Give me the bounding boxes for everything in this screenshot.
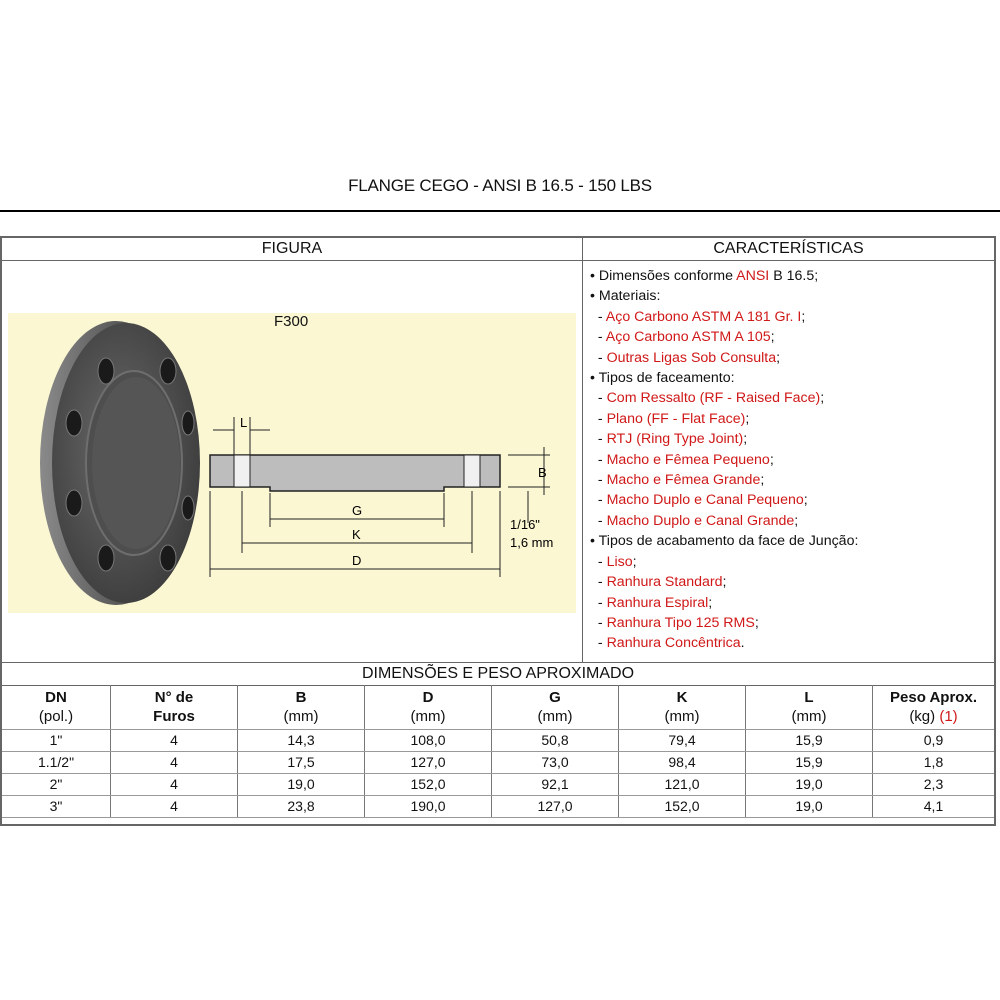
figure-header: FIGURA xyxy=(2,238,583,261)
dim-label-g: G xyxy=(352,503,363,518)
finish-item: - Ranhura Tipo 125 RMS; xyxy=(590,614,759,631)
finish-item: - Ranhura Concêntrica. xyxy=(590,635,745,652)
finish-item: - Ranhura Espiral; xyxy=(590,594,713,611)
col-peso: Peso Aprox. (kg) (1) xyxy=(873,685,995,730)
materials-label: • Materiais: xyxy=(590,288,661,305)
raised-face-mm: 1,6 mm xyxy=(510,535,554,550)
dim-ansi: ANSI xyxy=(736,268,770,284)
table-cell: 15,9 xyxy=(746,752,873,774)
table-header-row xyxy=(2,685,994,730)
facing-item: - Macho e Fêmea Pequeno; xyxy=(590,451,774,468)
table-cell: 4 xyxy=(111,730,238,752)
table-cell: 19,0 xyxy=(238,774,365,796)
table-cell: 2" xyxy=(2,774,111,796)
column-divider xyxy=(582,238,583,662)
dim-prefix: • Dimensões conforme xyxy=(590,268,737,284)
material-item: - Outras Ligas Sob Consulta; xyxy=(590,349,781,366)
table-cell: 17,5 xyxy=(238,752,365,774)
finish-item: - Ranhura Standard; xyxy=(590,574,727,591)
dim-label-d: D xyxy=(352,553,362,568)
table-cell: 0,9 xyxy=(873,730,995,752)
table-cell: 121,0 xyxy=(619,774,746,796)
table-cell: 190,0 xyxy=(365,796,492,818)
facing-item: - Macho Duplo e Canal Pequeno; xyxy=(590,492,808,509)
dim-label-b: B xyxy=(538,465,547,480)
flange-figure xyxy=(8,313,576,613)
characteristics-list xyxy=(590,266,990,654)
table-cell: 4 xyxy=(111,796,238,818)
table-row xyxy=(2,752,994,774)
table-cell: 73,0 xyxy=(492,752,619,774)
col-b: B (mm) xyxy=(238,685,365,730)
table-cell: 2,3 xyxy=(873,774,995,796)
table-cell: 127,0 xyxy=(365,752,492,774)
table-cell: 3" xyxy=(2,796,111,818)
table-cell: 14,3 xyxy=(238,730,365,752)
table-cell: 4 xyxy=(111,774,238,796)
col-d: D (mm) xyxy=(365,685,492,730)
dimensions-header: DIMENSÕES E PESO APROXIMADO xyxy=(2,662,994,686)
figure-panel xyxy=(2,261,582,661)
facing-item: - Macho Duplo e Canal Grande; xyxy=(590,512,799,529)
dim-suffix: B 16.5; xyxy=(769,268,819,284)
table-row xyxy=(2,774,994,796)
facing-item: - Plano (FF - Flat Face); xyxy=(590,410,750,427)
table-cell: 4 xyxy=(111,752,238,774)
table-row xyxy=(2,796,994,818)
finish-label: • Tipos de acabamento da face de Junção: xyxy=(590,533,859,550)
page-title: FLANGE CEGO - ANSI B 16.5 - 150 LBS xyxy=(348,176,652,195)
col-g: G (mm) xyxy=(492,685,619,730)
table-cell: 19,0 xyxy=(746,796,873,818)
table-cell: 79,4 xyxy=(619,730,746,752)
facing-item: - Macho e Fêmea Grande; xyxy=(590,472,765,489)
material-item: - Aço Carbono ASTM A 181 Gr. I; xyxy=(590,308,806,325)
col-l: L (mm) xyxy=(746,685,873,730)
title-divider xyxy=(0,210,1000,212)
table-cell: 23,8 xyxy=(238,796,365,818)
table-cell: 1.1/2" xyxy=(2,752,111,774)
facing-label: • Tipos de faceamento: xyxy=(590,370,735,387)
col-dn: DN (pol.) xyxy=(2,685,111,730)
facing-item: - Com Ressalto (RF - Raised Face); xyxy=(590,390,825,407)
finish-item: - Liso; xyxy=(590,553,637,570)
dim-label-l: L xyxy=(240,415,248,430)
flange-photo xyxy=(40,321,200,605)
col-k: K (mm) xyxy=(619,685,746,730)
table-cell: 152,0 xyxy=(619,796,746,818)
dimensions-table xyxy=(2,685,994,818)
table-cell: 1,8 xyxy=(873,752,995,774)
table-row xyxy=(2,730,994,752)
table-cell: 98,4 xyxy=(619,752,746,774)
characteristics-header: CARACTERÍSTICAS xyxy=(583,238,994,261)
table-cell: 152,0 xyxy=(365,774,492,796)
table-cell: 50,8 xyxy=(492,730,619,752)
table-cell: 127,0 xyxy=(492,796,619,818)
dimensions-standard xyxy=(590,266,990,286)
material-item: - Aço Carbono ASTM A 105; xyxy=(590,329,775,346)
table-cell: 92,1 xyxy=(492,774,619,796)
table-cell: 108,0 xyxy=(365,730,492,752)
figure-code: F300 xyxy=(274,313,309,330)
raised-face-inch: 1/16" xyxy=(510,517,540,532)
table-cell: 19,0 xyxy=(746,774,873,796)
dim-label-k: K xyxy=(352,527,361,542)
table-cell: 15,9 xyxy=(746,730,873,752)
col-furos: N° de Furos xyxy=(111,685,238,730)
table-cell: 4,1 xyxy=(873,796,995,818)
table-cell: 1" xyxy=(2,730,111,752)
facing-item: - RTJ (Ring Type Joint); xyxy=(590,431,748,448)
spec-sheet xyxy=(0,236,996,826)
